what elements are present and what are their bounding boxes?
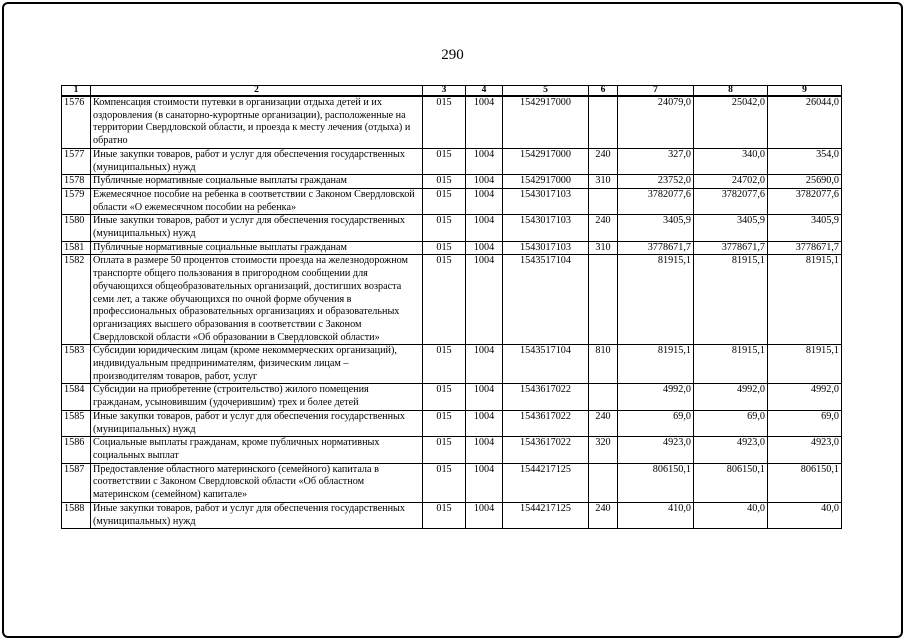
budget-table (61, 85, 842, 529)
row-description: Публичные нормативные социальные выплаты гражданам (91, 175, 423, 189)
page-number: 290 (441, 47, 464, 63)
column-header: 9 (768, 86, 842, 97)
code-expense-type: 320 (589, 437, 618, 463)
code-admin: 015 (423, 410, 466, 436)
code-target: 1543517104 (503, 255, 589, 345)
row-number: 1580 (62, 215, 91, 241)
amount-col8: 3405,9 (694, 215, 768, 241)
code-admin: 015 (423, 502, 466, 528)
code-section: 1004 (466, 175, 503, 189)
column-header: 7 (618, 86, 694, 97)
amount-col8: 4992,0 (694, 384, 768, 410)
code-expense-type: 240 (589, 148, 618, 174)
row-number: 1588 (62, 502, 91, 528)
column-header: 1 (62, 86, 91, 97)
code-target: 1543617022 (503, 384, 589, 410)
table-body (62, 96, 842, 529)
table-row (62, 215, 842, 241)
amount-col8: 3782077,6 (694, 188, 768, 214)
code-section: 1004 (466, 96, 503, 148)
amount-col9: 81915,1 (768, 255, 842, 345)
row-description: Иные закупки товаров, работ и услуг для обеспечения государственных (муниципальных) нужд (91, 215, 423, 241)
table-row (62, 175, 842, 189)
code-admin: 015 (423, 255, 466, 345)
row-number: 1576 (62, 96, 91, 148)
row-number: 1581 (62, 241, 91, 255)
code-expense-type: 810 (589, 345, 618, 384)
code-section: 1004 (466, 255, 503, 345)
code-section: 1004 (466, 215, 503, 241)
column-header: 6 (589, 86, 618, 97)
amount-col8: 4923,0 (694, 437, 768, 463)
code-target: 1543517104 (503, 345, 589, 384)
code-admin: 015 (423, 96, 466, 148)
code-admin: 015 (423, 148, 466, 174)
amount-col8: 806150,1 (694, 463, 768, 502)
code-section: 1004 (466, 241, 503, 255)
amount-col9: 25690,0 (768, 175, 842, 189)
amount-col7: 327,0 (618, 148, 694, 174)
code-target: 1543017103 (503, 241, 589, 255)
row-description: Иные закупки товаров, работ и услуг для обеспечения государственных (муниципальных) нужд (91, 410, 423, 436)
amount-col7: 4992,0 (618, 384, 694, 410)
table-row (62, 188, 842, 214)
code-section: 1004 (466, 463, 503, 502)
code-section: 1004 (466, 410, 503, 436)
amount-col7: 4923,0 (618, 437, 694, 463)
amount-col7: 3778671,7 (618, 241, 694, 255)
row-number: 1582 (62, 255, 91, 345)
column-header: 5 (503, 86, 589, 97)
row-description: Предоставление областного материнского (семейного) капитала в соответствии с Законом Свердловской области «Об областном материнском (семейном) капитале» (91, 463, 423, 502)
amount-col9: 3778671,7 (768, 241, 842, 255)
table-row (62, 463, 842, 502)
code-admin: 015 (423, 345, 466, 384)
code-target: 1543017103 (503, 188, 589, 214)
amount-col8: 40,0 (694, 502, 768, 528)
table-row (62, 437, 842, 463)
amount-col9: 26044,0 (768, 96, 842, 148)
code-admin: 015 (423, 437, 466, 463)
table-row (62, 345, 842, 384)
column-header: 8 (694, 86, 768, 97)
column-header: 2 (91, 86, 423, 97)
column-header: 3 (423, 86, 466, 97)
table-row (62, 384, 842, 410)
table-row (62, 502, 842, 528)
column-header: 4 (466, 86, 503, 97)
code-section: 1004 (466, 148, 503, 174)
code-expense-type (589, 255, 618, 345)
code-expense-type: 310 (589, 175, 618, 189)
row-description: Компенсация стоимости путевки в организации отдыха детей и их оздоровления (в санаторно-курортные организации), расположенные на территории Свердловской области, и проезда к месту лечения (отдыха) и обратно (91, 96, 423, 148)
table-row (62, 241, 842, 255)
code-expense-type (589, 463, 618, 502)
code-admin: 015 (423, 241, 466, 255)
row-number: 1584 (62, 384, 91, 410)
code-admin: 015 (423, 463, 466, 502)
amount-col8: 81915,1 (694, 345, 768, 384)
row-number: 1586 (62, 437, 91, 463)
row-description: Иные закупки товаров, работ и услуг для обеспечения государственных (муниципальных) нужд (91, 148, 423, 174)
amount-col9: 4923,0 (768, 437, 842, 463)
code-admin: 015 (423, 215, 466, 241)
amount-col7: 81915,1 (618, 345, 694, 384)
row-description: Субсидии юридическим лицам (кроме некоммерческих организаций), индивидуальным предпринимателям, физическим лицам – производителям товаров, работ, услуг (91, 345, 423, 384)
amount-col9: 3405,9 (768, 215, 842, 241)
amount-col9: 81915,1 (768, 345, 842, 384)
amount-col9: 806150,1 (768, 463, 842, 502)
row-number: 1578 (62, 175, 91, 189)
code-target: 1543617022 (503, 410, 589, 436)
row-number: 1583 (62, 345, 91, 384)
code-target: 1543017103 (503, 215, 589, 241)
row-number: 1585 (62, 410, 91, 436)
row-description: Социальные выплаты гражданам, кроме публичных нормативных социальных выплат (91, 437, 423, 463)
row-description: Оплата в размере 50 процентов стоимости проезда на железнодорожном транспорте общего пользования в пригородном сообщении для обучающихся общеобразовательных организаций, достигших возраста семи лет, а также обучающихся по очной форме обучения в профессиональных образовательных организациях и образовательных организациях высшего образования в соответствии с Законом Свердловской области «Об образовании в Свердловской области» (91, 255, 423, 345)
amount-col8: 24702,0 (694, 175, 768, 189)
code-expense-type: 240 (589, 502, 618, 528)
row-description: Публичные нормативные социальные выплаты гражданам (91, 241, 423, 255)
amount-col7: 3405,9 (618, 215, 694, 241)
code-expense-type (589, 188, 618, 214)
code-expense-type: 310 (589, 241, 618, 255)
code-target: 1542917000 (503, 175, 589, 189)
row-number: 1587 (62, 463, 91, 502)
amount-col8: 25042,0 (694, 96, 768, 148)
table-header (62, 86, 842, 97)
amount-col7: 24079,0 (618, 96, 694, 148)
code-section: 1004 (466, 188, 503, 214)
amount-col8: 69,0 (694, 410, 768, 436)
amount-col9: 354,0 (768, 148, 842, 174)
row-description: Ежемесячное пособие на ребенка в соответствии с Законом Свердловской области «О ежемесячном пособии на ребенка» (91, 188, 423, 214)
code-target: 1542917000 (503, 96, 589, 148)
table-row (62, 255, 842, 345)
code-target: 1543617022 (503, 437, 589, 463)
amount-col9: 4992,0 (768, 384, 842, 410)
amount-col9: 3782077,6 (768, 188, 842, 214)
code-admin: 015 (423, 384, 466, 410)
amount-col7: 410,0 (618, 502, 694, 528)
table-row (62, 96, 842, 148)
amount-col9: 69,0 (768, 410, 842, 436)
code-admin: 015 (423, 188, 466, 214)
amount-col8: 3778671,7 (694, 241, 768, 255)
code-section: 1004 (466, 345, 503, 384)
amount-col7: 3782077,6 (618, 188, 694, 214)
code-section: 1004 (466, 384, 503, 410)
code-target: 1544217125 (503, 502, 589, 528)
amount-col7: 23752,0 (618, 175, 694, 189)
row-number: 1579 (62, 188, 91, 214)
code-target: 1542917000 (503, 148, 589, 174)
code-section: 1004 (466, 502, 503, 528)
code-admin: 015 (423, 175, 466, 189)
code-section: 1004 (466, 437, 503, 463)
code-expense-type: 240 (589, 410, 618, 436)
row-number: 1577 (62, 148, 91, 174)
table-row (62, 148, 842, 174)
amount-col7: 806150,1 (618, 463, 694, 502)
row-description: Субсидии на приобретение (строительство) жилого помещения гражданам, усыновившим (удочерившим) трех и более детей (91, 384, 423, 410)
amount-col8: 81915,1 (694, 255, 768, 345)
amount-col8: 340,0 (694, 148, 768, 174)
amount-col9: 40,0 (768, 502, 842, 528)
table-row (62, 410, 842, 436)
row-description: Иные закупки товаров, работ и услуг для обеспечения государственных (муниципальных) нужд (91, 502, 423, 528)
code-target: 1544217125 (503, 463, 589, 502)
code-expense-type (589, 384, 618, 410)
code-expense-type: 240 (589, 215, 618, 241)
amount-col7: 81915,1 (618, 255, 694, 345)
code-expense-type (589, 96, 618, 148)
amount-col7: 69,0 (618, 410, 694, 436)
